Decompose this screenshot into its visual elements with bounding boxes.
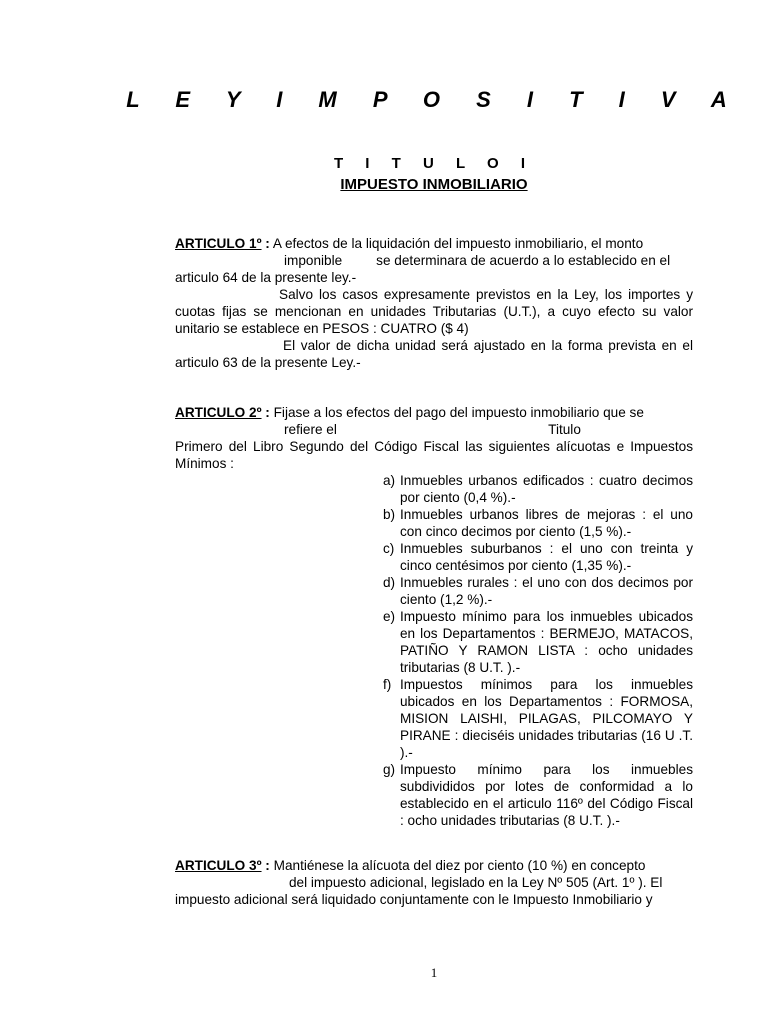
articulo-3-line-2: del impuesto adicional, legislado en la Ley Nº 505 (Art. 1º ). El [289, 875, 663, 890]
articulo-1 [175, 235, 693, 371]
articulo-2-label: ARTICULO 2º [175, 405, 262, 420]
articulo-2 [175, 404, 693, 472]
articulo-3-colon: : [261, 858, 270, 873]
articulo-1-line-1-text: A efectos de la liquidación del impuesto inmobiliario, el monto [269, 236, 644, 251]
list-item-marker: c) [383, 541, 395, 556]
list-item-marker: a) [383, 473, 396, 488]
list-item-marker: d) [383, 575, 396, 590]
articulo-1-line-3: articulo 64 de la presente ley.- [175, 270, 357, 285]
list-item-marker: f) [383, 677, 392, 692]
articulo-1-colon: : [261, 236, 270, 251]
list-item [383, 472, 693, 506]
articulo-1-line-2: imponible se determinara de acuerdo a lo establecido en el [284, 253, 671, 268]
articulo-3-label: ARTICULO 3º [175, 858, 262, 873]
list-item [383, 761, 693, 829]
articulo-2-line-2: refiere el Titulo [284, 422, 581, 437]
list-item-text: Inmuebles urbanos edificados : cuatro decimos por ciento (0,4 %).- [400, 473, 693, 505]
list-item-marker: b) [383, 507, 396, 522]
articulo-3-line-3: impuesto adicional será liquidado conjuntamente con le Impuesto Inmobiliario y [175, 892, 653, 907]
list-item [383, 506, 693, 540]
list-item-text: Impuesto mínimo para los inmuebles subdivididos por lotes de conformidad a lo establecido en el articulo 116º del Código Fiscal : ocho unidades tributarias (8 U.T. ).- [400, 762, 693, 828]
document-title: L E Y I M P O S I T I V A [126, 87, 742, 112]
list-item-marker: e) [383, 609, 396, 624]
articulo-2-line-1 [175, 404, 693, 421]
articulo-3 [175, 857, 693, 908]
articulo-2-line-1-text: Fijase a los efectos del pago del impuesto inmobiliario que se [269, 405, 644, 420]
list-item-text: Inmuebles suburbanos : el uno con treinta y cinco centésimos por ciento (1,35 %).- [400, 541, 693, 573]
page-number: 1 [430, 965, 438, 980]
articulo-2-colon: : [261, 405, 270, 420]
list-item [383, 676, 693, 761]
articulo-1-label: ARTICULO 1º [175, 236, 262, 251]
list-item-text: Inmuebles rurales : el uno con dos decimos por ciento (1,2 %).- [400, 575, 693, 607]
list-item-text: Impuestos mínimos para los inmuebles ubicados en los Departamentos : FORMOSA, MISION LAISHI, PILAGAS, PILCOMAYO Y PIRANE : dieciséis unidades tributarias (16 U .T. ).- [400, 677, 693, 760]
titulo-number: T I T U L O I [333, 155, 535, 172]
list-item [383, 608, 693, 676]
articulo-1-line-1 [175, 235, 693, 252]
alicuotas-list [383, 472, 693, 829]
list-item-text: Impuesto mínimo para los inmuebles ubicados en los Departamentos : BERMEJO, MATACOS, PATIÑO Y RAMON LISTA : ocho unidades tributarias (8 U.T. ).- [400, 609, 693, 675]
list-item-marker: g) [383, 762, 396, 777]
articulo-1-paragraph-2: Salvo los casos expresamente previstos en la Ley, los importes y cuotas fijas se mencionan en unidades Tributarias (U.T.), a cuyo efecto su valor unitario se establece en PESOS : CUATRO ($ 4) [175, 287, 693, 336]
list-item [383, 540, 693, 574]
list-item-text: Inmuebles urbanos libres de mejoras : el uno con cinco decimos por ciento (1,5 %).- [400, 507, 693, 539]
articulo-2-line-3: Primero del Libro Segundo del Código Fiscal las siguientes alícuotas e Impuestos Mínimos : [175, 439, 693, 471]
list-item [383, 574, 693, 608]
titulo-name: IMPUESTO INMOBILIARIO [340, 176, 528, 193]
articulo-1-paragraph-3: El valor de dicha unidad será ajustado en la forma prevista en el articulo 63 de la presente Ley.- [175, 338, 693, 370]
articulo-3-line-1 [175, 857, 693, 874]
articulo-3-line-1-text: Mantiénese la alícuota del diez por ciento (10 %) en concepto [269, 858, 646, 873]
